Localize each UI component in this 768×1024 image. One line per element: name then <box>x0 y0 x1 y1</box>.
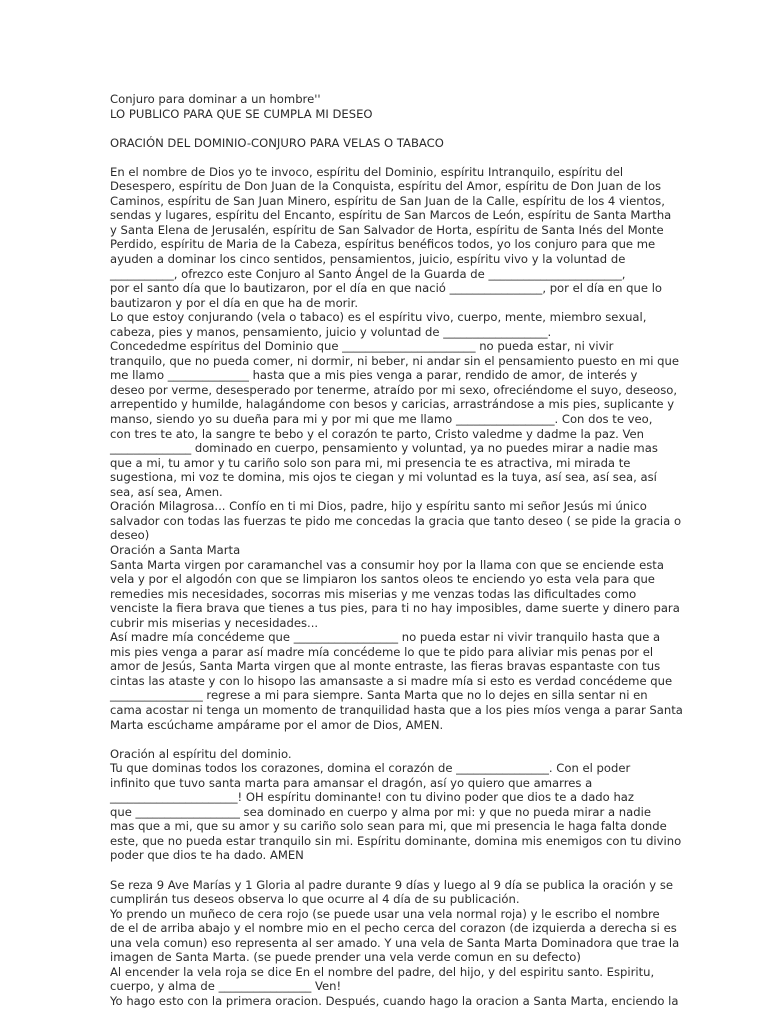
spacer <box>110 121 690 136</box>
text-line: Perdido, espíritu de Maria de la Cabeza, espíritus benéficos todos, yo los conjuro para que me <box>110 237 656 252</box>
text-line: Yo prendo un muñeco de cera rojo (se puede usar una vela normal roja) y le escribo el nombre <box>110 906 660 921</box>
text-line: Concededme espíritus del Dominio que _______________________ no pueda estar, ni vivir <box>110 339 614 354</box>
text-line: arrepentido y humilde, halagándome con besos y caricias, arrastrándose a mis pies, suplicante y <box>110 397 675 412</box>
spacer <box>110 150 690 165</box>
text-line: remedies mis necesidades, socorras mis miserias y me venzas todas las dificultades como <box>110 586 637 601</box>
text-line: de el de arriba abajo y el nombre mio en el pecho cerca del corazon (de izquierda a derecha si es <box>110 921 677 936</box>
text-line: Lo que estoy conjurando (vela o tabaco) es el espíritu vivo, cuerpo, mente, miembro sexual, <box>110 310 647 325</box>
text-line: sendas y lugares, espíritu del Encanto, espíritu de San Marcos de León, espíritu de Santa Martha <box>110 208 672 223</box>
text-line: Oración a Santa Marta <box>110 542 241 557</box>
text-line: mis pies venga a parar así madre mía concédeme lo que te pido para aliviar mis penas por el <box>110 644 654 659</box>
text-line: imagen de Santa Marta. (se puede prender una vela verde comun en su defecto) <box>110 950 581 965</box>
text-line: por el santo día que lo bautizaron, por el día en que nació ________________, por el día en que lo <box>110 281 663 296</box>
text-line: Marta escúchame ampárame por el amor de Dios, AMEN. <box>110 717 444 732</box>
instructions-text <box>110 878 690 1009</box>
text-line: una vela comun) eso representa al ser amado. Y una vela de Santa Marta Dominadora que trae la <box>110 935 680 950</box>
text-line: Oración Milagrosa... Confío en ti mi Dios, padre, hijo y espíritu santo mi señor Jesús mi único <box>110 499 647 514</box>
text-line: y Santa Elena de Jerusalén, espíritu de San Salvador de Horta, espíritu de Santa Inés del Monte <box>110 222 664 237</box>
document-subtitle: LO PUBLICO PARA QUE SE CUMPLA MI DESEO <box>110 106 373 121</box>
text-line: mas que a mi, que su amor y su cariño solo sean para mi, que mi presencia le haga falta donde <box>110 819 667 834</box>
text-line: ayuden a dominar los cinco sentidos, pensamientos, juicio, espíritu vivo y la voluntad de <box>110 252 626 267</box>
text-line: cubrir mis miserias y necesidades... <box>110 615 319 630</box>
text-line: cintas las ataste y con lo hisopo las amansaste a si madre mía si esto es verdad concédeme que <box>110 673 673 688</box>
prayer-espiritu-text <box>110 747 690 863</box>
text-line: venciste la fiera brava que tienes a tus pies, para ti no hay imposibles, dame suerte y dinero para <box>110 601 680 616</box>
text-line: Tu que dominas todos los corazones, domina el corazón de ________________. Con el poder <box>110 761 631 776</box>
text-line: poder que dios te ha dado. AMEN <box>110 848 304 863</box>
document-page <box>110 92 690 1008</box>
text-line: ______________ dominado en cuerpo, pensamiento y voluntad, ya no puedes mirar a nadie mas <box>110 441 658 456</box>
text-line: deseo por verme, desesperado por tenerme, atraído por mi sexo, ofreciéndome el suyo, deseoso, <box>110 382 678 397</box>
text-line: cuerpo, y alma de ________________ Ven! <box>110 979 342 994</box>
text-line: En el nombre de Dios yo te invoco, espíritu del Dominio, espíritu Intranquilo, espíritu del <box>110 164 624 179</box>
text-line: que __________________ sea dominado en cuerpo y alma por mi: y que no pueda mirar a nadie <box>110 804 651 819</box>
text-line: ___________, ofrezco este Conjuro al Santo Ángel de la Guarda de _______________________, <box>110 266 626 281</box>
text-line: Desespero, espíritu de Don Juan de la Conquista, espíritu del Amor, espíritu de Don Juan de los <box>110 179 662 194</box>
spacer <box>110 863 690 878</box>
text-line: bautizaron y por el día en que ha de morir. <box>110 295 359 310</box>
text-line: cama acostar ni tenga un momento de tranquilidad hasta que a los pies míos venga a parar Santa <box>110 702 683 717</box>
spacer <box>110 732 690 747</box>
text-line: Así madre mía concédeme que __________________ no pueda estar ni vivir tranquilo hasta que a <box>110 630 661 645</box>
text-line: amor de Jesús, Santa Marta virgen que al monte entraste, las fieras bravas espantaste con tus <box>110 659 661 674</box>
text-line: manso, siendo yo su dueña para mi y por mi que me llamo _________________. Con dos te veo, <box>110 412 653 427</box>
text-line: ______________________! OH espíritu dominante! con tu divino poder que dios te a dado haz <box>110 790 634 805</box>
text-line: tranquilo, que no pueda comer, ni dormir, ni beber, ni andar sin el pensamiento puesto en mi que <box>110 353 680 368</box>
text-line: Caminos, espíritu de San Juan Minero, espíritu de San Juan de la Calle, espíritu de los 4 vientos, <box>110 193 665 208</box>
text-line: deseo) <box>110 528 150 543</box>
text-line: Santa Marta virgen por caramanchel vas a consumir hoy por la llama con que se enciende esta <box>110 557 664 572</box>
text-line: este, que no pueda estar tranquilo sin mi. Espíritu dominante, domina mis enemigos con tu divino <box>110 833 682 848</box>
document-title: Conjuro para dominar a un hombre'' <box>110 92 321 106</box>
text-line: cabeza, pies y manos, pensamiento, juicio y voluntad de __________________. <box>110 324 552 339</box>
text-line: ________________ regrese a mi para siempre. Santa Marta que no lo dejes en silla sentar ni en <box>110 688 648 703</box>
section-heading: ORACIÓN DEL DOMINIO-CONJURO PARA VELAS O TABACO <box>110 135 444 150</box>
text-line: vela y por el algodón con que se limpiaron los santos oleos te enciendo yo esta vela para que <box>110 572 655 587</box>
text-line: Al encender la vela roja se dice En el nombre del padre, del hijo, y del espiritu santo. Espiritu, <box>110 964 655 979</box>
prayer-dominio-text <box>110 165 690 732</box>
text-line: con tres te ato, la sangre te bebo y el corazón te parto, Cristo valedme y dadme la paz. Ven <box>110 426 644 441</box>
text-line: Oración al espíritu del dominio. <box>110 746 292 761</box>
text-line: Yo hago esto con la primera oracion. Después, cuando hago la oracion a Santa Marta, enciendo la <box>110 993 679 1008</box>
text-line: sea, así sea, Amen. <box>110 484 223 499</box>
text-line: salvador con todas las fuerzas te pido me concedas la gracia que tanto deseo ( se pide la gracia o <box>110 513 682 528</box>
text-line: infinito que tuvo santa marta para amansar el dragón, así yo quiero que amarres a <box>110 775 593 790</box>
text-line: me llamo ______________ hasta que a mis pies venga a parar, rendido de amor, de interés y <box>110 368 638 383</box>
text-line: cumplirán tus deseos observa lo que ocurre al 4 día de su publicación. <box>110 892 520 907</box>
text-line: Se reza 9 Ave Marías y 1 Gloria al padre durante 9 días y luego al 9 día se publica la oración y se <box>110 877 674 892</box>
text-line: que a mi, tu amor y tu cariño solo son para mi, mi presencia te es atractiva, mi mirada te <box>110 455 631 470</box>
text-line: sugestiona, mi voz te domina, mis ojos te ciegan y mi voluntad es la tuya, así sea, así sea, así <box>110 470 657 485</box>
